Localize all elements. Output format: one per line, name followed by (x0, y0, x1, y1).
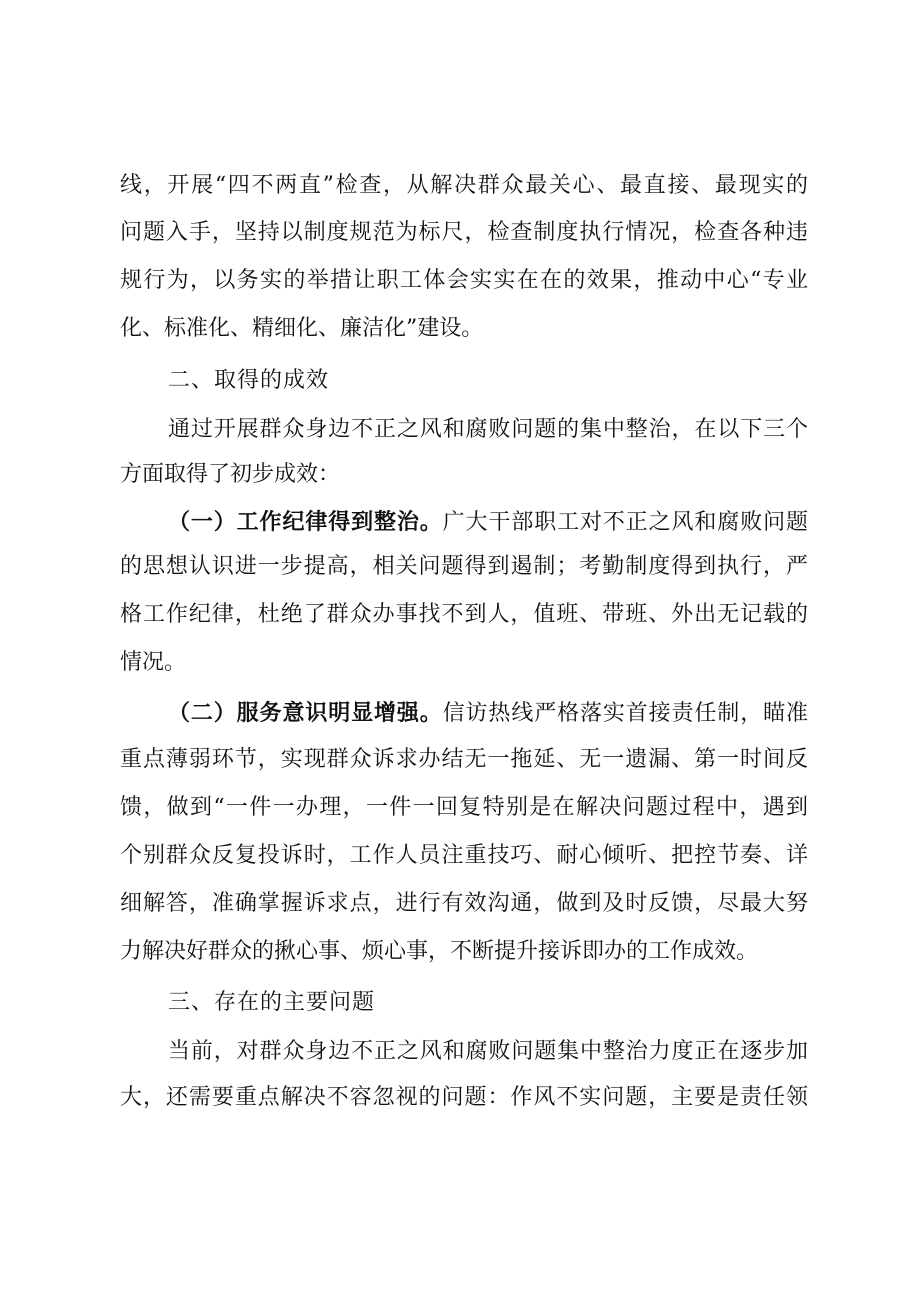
paragraph-line: 大，还需要重点解决不容忽视的问题：作风不实问题，主要是责任领 (120, 1085, 808, 1110)
paragraph-line: 重点薄弱环节，实现群众诉求办结无一拖延、无一遗漏、第一时间反 (120, 747, 808, 772)
paragraph-line: 方面取得了初步成效： (120, 462, 341, 487)
item-title: （二）服务意识明显增强。 (168, 701, 443, 726)
item-text: 广大干部职工对不正之风和腐败问题 (442, 510, 808, 535)
paragraph-line: 当前，对群众身边不正之风和腐败问题集中整治力度正在逐步加 (168, 1039, 808, 1064)
paragraph-line: 线，开展“四不两直”检查，从解决群众最关心、最直接、最现实的 (120, 173, 808, 198)
paragraph-line: 规行为，以务实的举措让职工体会实实在在的效果，推动中心“专业 (120, 268, 808, 293)
paragraph-line: 格工作纪律，杜绝了群众办事找不到人，值班、带班、外出无记载的 (120, 602, 808, 627)
paragraph-line: 的思想认识进一步提高，相关问题得到遏制；考勤制度得到执行，严 (120, 554, 808, 579)
paragraph-line: 细解答，准确掌握诉求点，进行有效沟通，做到及时反馈，尽最大努 (120, 891, 808, 916)
paragraph-line: 化、标准化、精细化、廉洁化”建设。 (120, 316, 484, 341)
paragraph-line: 馈，做到“一件一办理，一件一回复特别是在解决问题过程中，遇到 (120, 795, 808, 820)
paragraph-line: 力解决好群众的揪心事、烦心事，不断提升接诉即办的工作成效。 (120, 939, 759, 964)
item-text: 信访热线严格落实首接责任制，瞄准 (442, 701, 808, 726)
section-heading: 三、存在的主要问题 (168, 990, 376, 1015)
item-first-line (168, 503, 808, 543)
item-first-line (168, 694, 808, 734)
paragraph-line: 问题入手，坚持以制度规范为标尺，检查制度执行情况，检查各种违 (120, 220, 808, 245)
paragraph-line: 情况。 (120, 650, 187, 675)
paragraph-line: 通过开展群众身边不正之风和腐败问题的集中整治，在以下三个 (168, 417, 808, 442)
item-title: （一）工作纪律得到整治。 (168, 510, 443, 535)
paragraph-line: 个别群众反复投诉时，工作人员注重技巧、耐心倾听、把控节奏、详 (120, 843, 808, 868)
section-heading: 二、取得的成效 (168, 368, 330, 393)
